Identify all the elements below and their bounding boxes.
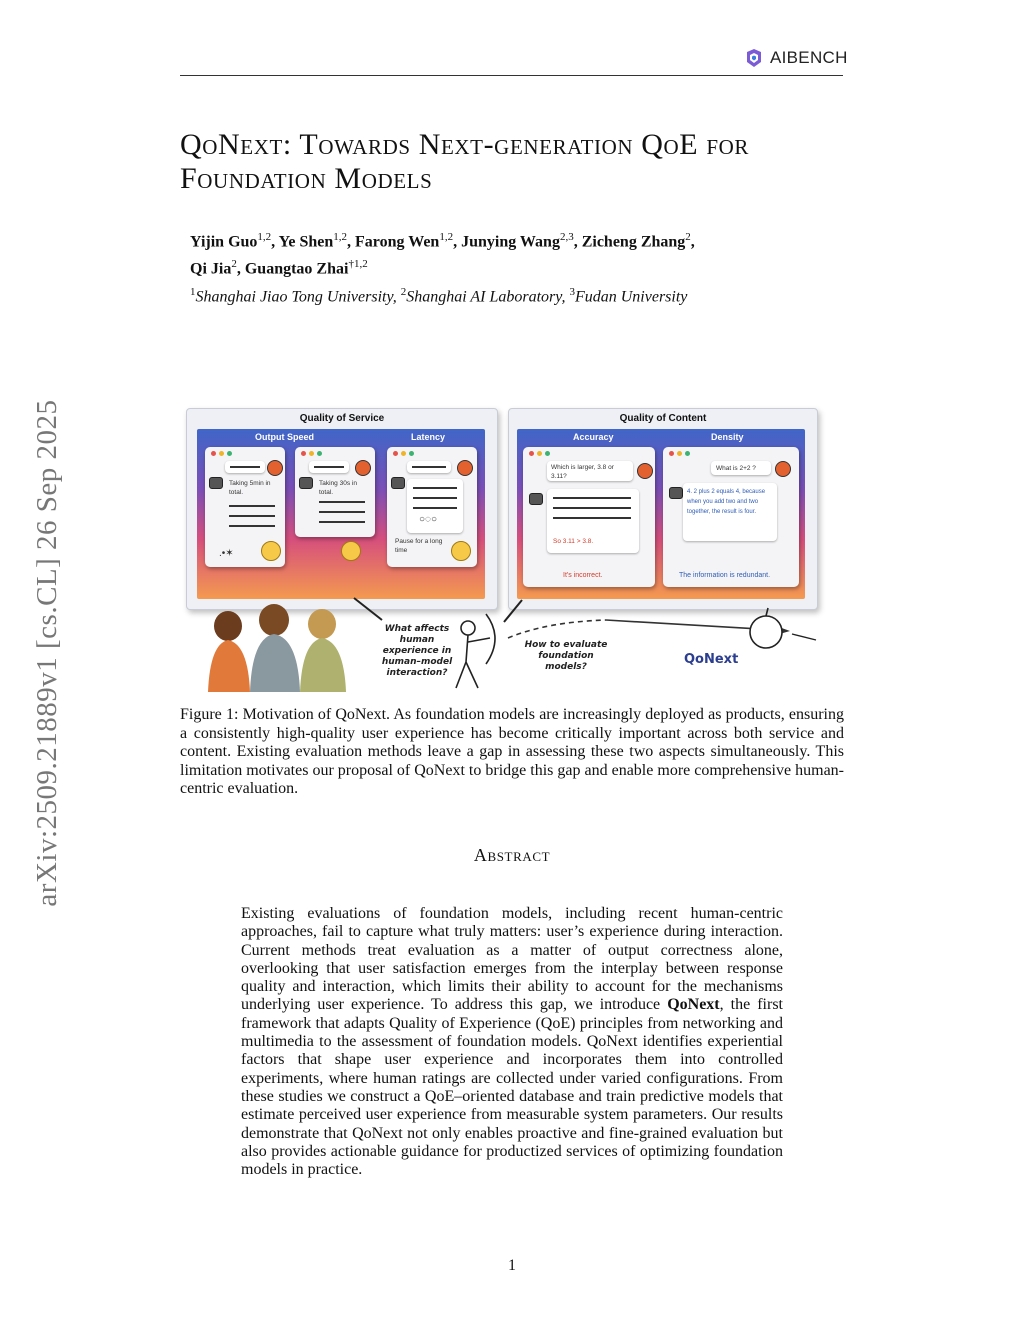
page-number: 1 — [508, 1257, 516, 1274]
qos-panel-title: Quality of Service — [299, 413, 385, 424]
people-illustration — [208, 604, 346, 692]
density-answer: 4. 2 plus 2 equals 4, because when you add two and two together, the result is four. — [687, 489, 766, 515]
happy-face-icon — [341, 541, 361, 561]
author: Guangtao Zhai — [244, 260, 349, 278]
author: Zicheng Zhang — [581, 233, 686, 251]
chat-card-fast — [295, 447, 375, 537]
density-verdict: The information is redundant. — [679, 572, 771, 579]
qos-panel — [186, 408, 498, 610]
title-line-1: QoNext: Towards Next-generation QoE for — [180, 128, 749, 161]
card-text: Taking 5min in total. — [229, 480, 271, 496]
accuracy-answer: So 3.11 > 3.8. — [553, 538, 594, 545]
affiliation: Fudan University — [574, 288, 688, 306]
loading-icon: ○◌○ — [419, 514, 438, 525]
affiliation: Shanghai Jiao Tong University, — [195, 288, 397, 306]
arxiv-stamp: arXiv:2509.21889v1 [cs.CL] 26 Sep 2025 — [31, 399, 63, 907]
qos-scene — [197, 429, 485, 599]
robot-icon — [669, 487, 683, 499]
qonext-bold: QoNext — [667, 996, 720, 1014]
abstract-heading: Abstract — [473, 845, 551, 865]
card-text: Taking 30s in total. — [319, 480, 357, 496]
density-label: Density — [711, 432, 744, 442]
accuracy-verdict: It's incorrect. — [563, 572, 603, 579]
header-rule — [180, 75, 843, 76]
title-line-2: Foundation Models — [180, 162, 433, 195]
user-avatar-icon — [637, 463, 653, 479]
user-avatar-icon — [775, 461, 791, 477]
apple-target-icon — [750, 608, 782, 648]
chat-card-latency — [387, 447, 477, 567]
paper-title — [180, 128, 860, 196]
sketch-question-2: How to evaluate foundation models? — [524, 640, 608, 672]
robot-icon — [299, 477, 313, 489]
sketch-brand: QoNext — [684, 652, 739, 667]
robot-icon — [391, 477, 405, 489]
accuracy-question: Which is larger, 3.8 or 3.11? — [551, 464, 614, 480]
output-speed-label: Output Speed — [255, 432, 314, 442]
user-avatar-icon — [355, 460, 371, 476]
abstract-body: Existing evaluations of foundation models, including recent human-centric approaches, fail to capture what truly matters: user’s experience during interaction. Current methods treat evaluation as a matter of output correctness alone, overlooking that user satisfaction emerges from the interplay between response quality and interaction, which limits their ability to account for the mechanisms underlying user experience. To address this gap, we introduce QoNext, the first framework that adapts Quality of Experience (QoE) principles from networking and multimedia to the assessment of foundation models. QoNext identifies experiential factors that shape user experience and incorporates them into controlled experiments, where human ratings are collected under varied configurations. From these studies we construct a QoE–oriented database and train predictive models that estimate perceived user experience from measurable system parameters. Our results demonstrate that QoNext not only enables proactive and fine-grained evaluation but also provides actionable guidance for productized services of optimizing foundation models in practice. — [241, 905, 784, 1179]
affiliations: $^1$Shanghai Jiao Tong University, $^2$Shanghai AI Laboratory, $^3$Fudan University — [190, 286, 688, 306]
affiliation: Shanghai AI Laboratory, — [406, 288, 566, 306]
aibench-logo — [744, 46, 848, 70]
accuracy-card — [523, 447, 655, 587]
card-text: Pause for a long time — [395, 538, 443, 554]
sketch-illustration — [186, 592, 826, 698]
sketch-question-1: What affects human experience in human–model interaction? — [381, 624, 453, 678]
robot-icon — [529, 493, 543, 505]
author: Yijin Guo — [190, 233, 258, 251]
author: Qi Jia — [190, 260, 232, 278]
archer-illustration — [456, 614, 495, 688]
robot-icon — [209, 477, 223, 489]
qoc-panel — [508, 408, 818, 610]
user-avatar-icon — [267, 460, 283, 476]
author-list: Yijin Guo$^{1,2}$, Ye Shen$^{1,2}$, Farong Wen$^{1,2}$, Junying Wang$^{2,3}$, Zicheng Zhang$^2$, Qi Jia$^2$, Guangtao Zhai$^{\dagger 1,2}$ — [190, 231, 695, 278]
snail-icon: .•✶ — [219, 548, 234, 559]
aibench-logo-icon — [744, 48, 764, 68]
sad-face-icon — [451, 541, 471, 561]
density-question: What is 2+2 ? — [716, 465, 756, 472]
latency-label: Latency — [411, 432, 446, 442]
density-card — [663, 447, 799, 587]
qoc-panel-title: Quality of Content — [619, 413, 707, 424]
accuracy-label: Accuracy — [573, 432, 614, 442]
sad-face-icon — [261, 541, 281, 561]
logo-text: AIBENCH — [770, 48, 848, 67]
author: Ye Shen — [278, 233, 334, 251]
figure-caption: Figure 1: Motivation of QoNext. As foundation models are increasingly deployed as products, ensuring a consistently high-quality user experience has become critically important across both service and content. Existing evaluation methods leave a gap in assessing these two aspects simultaneously. This limitation motivates our proposal of QoNext to bridge this gap and enable more comprehensive human-centric evaluation. — [180, 706, 844, 798]
author: Farong Wen — [355, 233, 440, 251]
qoc-scene — [517, 429, 805, 599]
author: Junying Wang — [461, 233, 560, 251]
motivation-figure — [186, 408, 826, 698]
user-avatar-icon — [457, 460, 473, 476]
